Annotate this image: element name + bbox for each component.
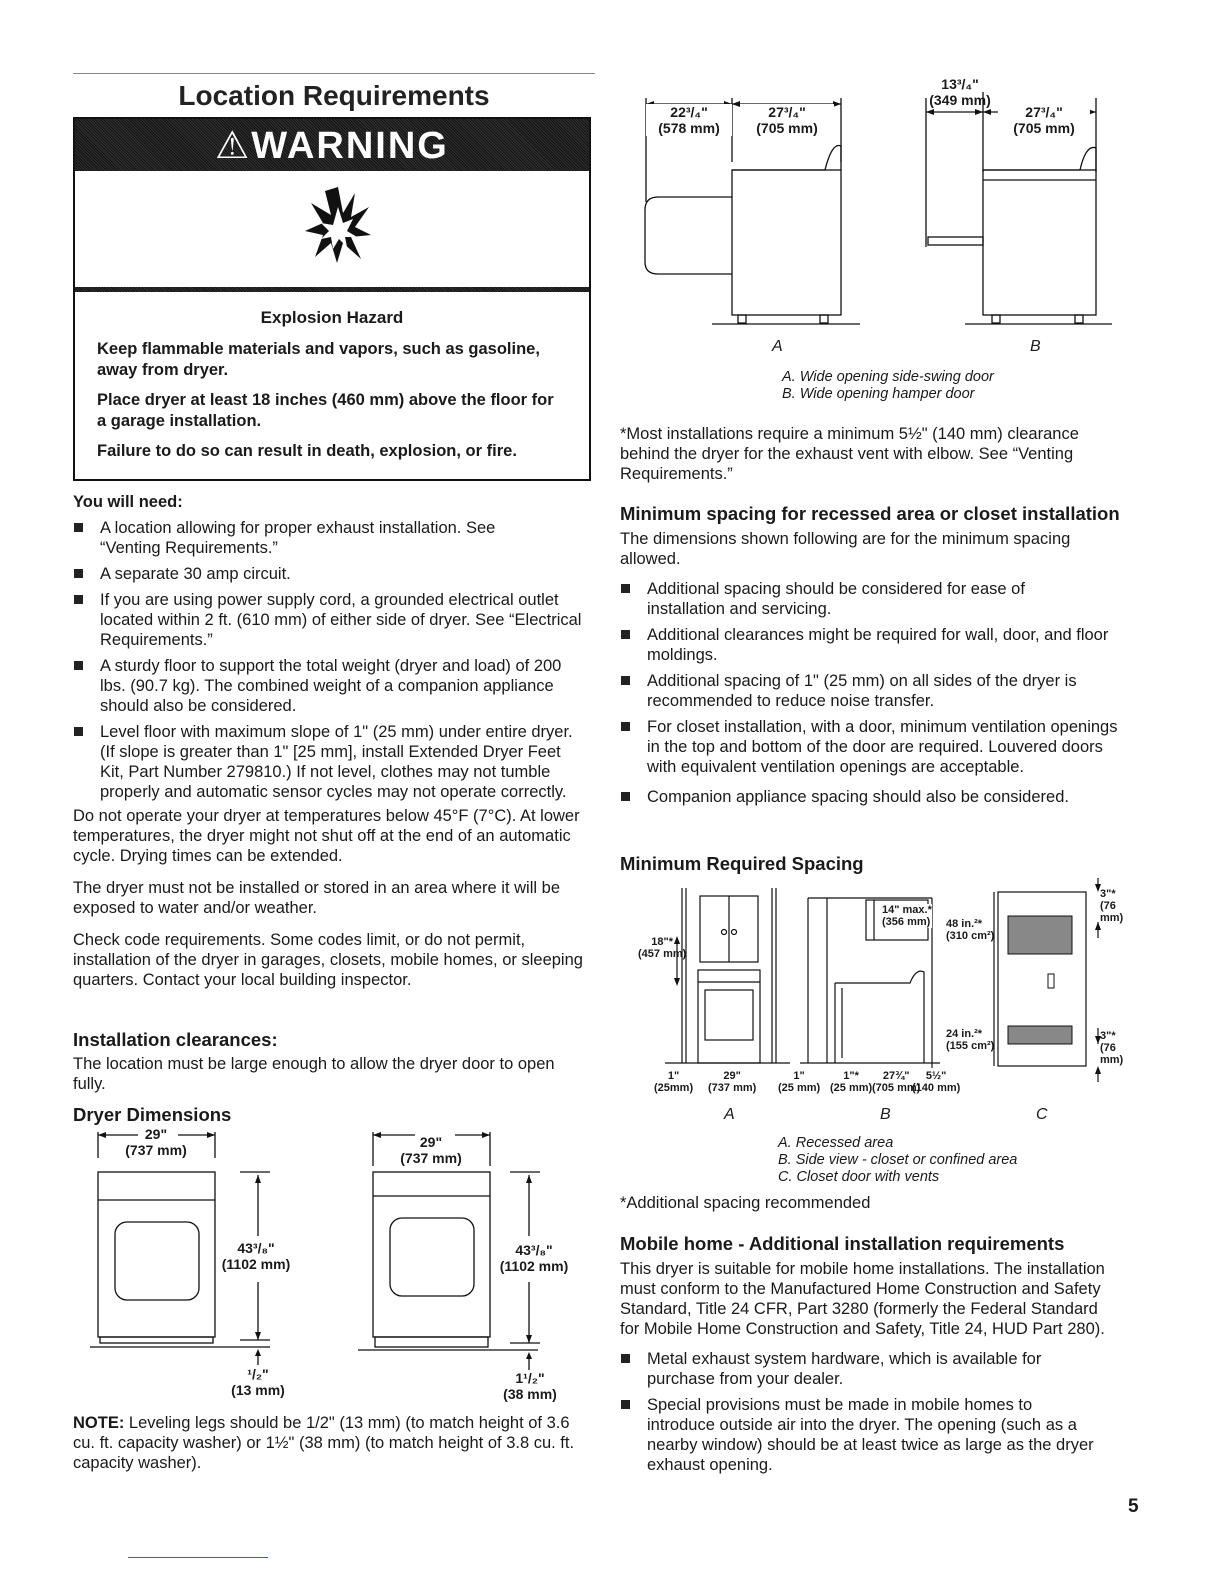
dim-text: 5½" xyxy=(925,1070,947,1082)
dim-a-left xyxy=(646,104,732,136)
warning-line-2: Place dryer at least 18 inches (460 mm) above the floor for a garage installation. xyxy=(97,391,554,430)
dim-text: 14" max.* xyxy=(882,904,932,916)
dim-text: 29" xyxy=(144,1126,168,1142)
label-bottom-1 xyxy=(654,1070,693,1094)
section-title: Location Requirements xyxy=(178,80,490,111)
installation-clearances-text: The location must be large enough to allow the dryer door to open fully. xyxy=(73,1055,555,1093)
list-item: Special provisions must be made in mobile homes to introduce outside air into the dryer. The opening (such as a nearby window) should be at least twice as large as the dryer exhaust opening. xyxy=(620,1395,1130,1475)
you-will-need-heading: You will need: xyxy=(73,493,183,511)
dim-text: 3"* xyxy=(1100,1030,1116,1042)
dryer-note xyxy=(73,1413,588,1473)
dim-text: 27³/₄" xyxy=(1025,104,1063,120)
warning-line-1: Keep flammable materials and vapors, such as gasoline, away from dryer. xyxy=(97,340,540,379)
dryer-dimensions-diagram xyxy=(80,1126,590,1405)
dim-text: ¹/₂" xyxy=(247,1366,269,1382)
dim-b-right xyxy=(998,104,1090,136)
list-item: Companion appliance spacing should also be considered. xyxy=(620,787,1130,807)
dim-text: (1102 mm) xyxy=(221,1256,291,1272)
dim-left-leg xyxy=(220,1366,296,1398)
warning-line-3: Failure to do so can result in death, explosion, or fire. xyxy=(97,442,517,460)
label-b: B xyxy=(1030,338,1041,355)
installation-clearances-heading: Installation clearances: xyxy=(73,1029,278,1050)
dim-text: 43³/₈" xyxy=(237,1240,275,1256)
dim-b-top xyxy=(920,76,1000,108)
note-label: NOTE: xyxy=(73,1414,125,1432)
dim-text: 29" xyxy=(723,1070,741,1082)
label-a18 xyxy=(638,936,686,960)
list-item: Level floor with maximum slope of 1" (25 mm) under entire dryer. (If slope is greater than 1" [25 mm], install Extended Dryer Feet Kit, Part Number 279810.) If not level, clothes may not tumble properly and automatic sensor cycles may not operate correctly. xyxy=(73,722,588,802)
dim-text: (76 mm) xyxy=(1100,1042,1124,1066)
label-a: A xyxy=(772,338,783,355)
bottom-rule xyxy=(128,1557,268,1558)
paragraph: The dryer must not be installed or stored in an area where it will be exposed to water and/or weather. xyxy=(73,879,560,917)
list-item: A sturdy floor to support the total weight (dryer and load) of 200 lbs. (90.7 kg). The combined weight of a companion appliance should also be considered. xyxy=(73,656,588,716)
dim-text: (155 cm²) xyxy=(946,1040,995,1052)
page-number: 5 xyxy=(1128,1496,1139,1517)
mobile-home-text: This dryer is suitable for mobile home installations. The installation must conform to the Manufactured Home Construction and Safety Standard, Title 24 CFR, Part 3280 (formerly the Federal Standard for Mobile Home Construction and Safety, Title 24, HUD Part 280). xyxy=(620,1260,1105,1338)
minimum-spacing-list xyxy=(620,579,1130,807)
spacing-footnote: *Additional spacing recommended xyxy=(620,1194,871,1212)
dim-text: 27¾" xyxy=(882,1070,910,1082)
explosion-icon xyxy=(303,185,373,265)
list-item: A separate 30 amp circuit. xyxy=(73,564,588,584)
door-caption-b: B. Wide opening hamper door xyxy=(782,386,975,402)
list-item: A location allowing for proper exhaust installation. See “Venting Requirements.” xyxy=(73,518,588,558)
label-b24 xyxy=(946,1028,994,1052)
dim-left-height xyxy=(212,1240,300,1272)
dim-text: (25 mm) xyxy=(830,1082,873,1094)
label-c3-bottom xyxy=(1100,1030,1140,1066)
dim-text: (705 mm) xyxy=(756,120,818,136)
spacing-caption-c: C. Closet door with vents xyxy=(778,1169,940,1185)
dim-text: (705 mm) xyxy=(872,1082,921,1094)
dim-text: (457 mm) xyxy=(638,948,687,960)
dim-text: 27³/₄" xyxy=(768,104,806,120)
label-b48 xyxy=(946,918,994,942)
dim-left-width xyxy=(120,1126,192,1158)
dim-text: (13 mm) xyxy=(231,1382,285,1398)
dim-text: 18"* xyxy=(651,936,674,948)
dim-text: 1" xyxy=(667,1070,680,1082)
warning-box xyxy=(73,117,591,481)
dim-text: 22³/₄" xyxy=(670,104,708,120)
label-bottom-1c xyxy=(830,1070,872,1094)
dim-text: 13³/₄" xyxy=(941,76,979,92)
required-spacing-heading: Minimum Required Spacing xyxy=(620,853,864,874)
dim-text: (140 mm) xyxy=(912,1082,961,1094)
dim-text: (349 mm) xyxy=(929,92,991,108)
dim-text: (705 mm) xyxy=(1013,120,1075,136)
dim-text: 29" xyxy=(419,1134,443,1150)
dim-text: (25mm) xyxy=(654,1082,694,1094)
door-caption-a: A. Wide opening side-swing door xyxy=(782,369,994,385)
label-b: B xyxy=(880,1106,891,1123)
label-bottom-1b xyxy=(778,1070,820,1094)
label-c3-top xyxy=(1100,888,1140,924)
list-item: If you are using power supply cord, a grounded electrical outlet located within 2 ft. (610 mm) of either side of dryer. See “Electrical Requirements.” xyxy=(73,590,588,650)
mobile-home-list xyxy=(620,1349,1130,1475)
warning-header xyxy=(75,119,589,171)
dim-text: 43³/₈" xyxy=(515,1242,553,1258)
dim-text: (737 mm) xyxy=(400,1150,462,1166)
top-rule xyxy=(73,73,595,74)
mobile-home-heading: Mobile home - Additional installation requirements xyxy=(620,1233,1065,1254)
dim-text: 3"* xyxy=(1100,888,1116,900)
dim-text: (737 mm) xyxy=(708,1082,757,1094)
door-footnote: *Most installations require a minimum 5½" (140 mm) clearance behind the dryer for the exhaust vent with elbow. See “Venting Requirements.” xyxy=(620,425,1079,483)
warning-divider xyxy=(75,287,589,292)
label-c: C xyxy=(1036,1106,1048,1123)
dim-text: 48 in.²* xyxy=(946,918,983,930)
dim-right-width xyxy=(395,1134,467,1166)
list-item: Additional spacing should be considered for ease of installation and servicing. xyxy=(620,579,1130,619)
paragraph: Check code requirements. Some codes limit, or do not permit, installation of the dryer in garages, closets, mobile homes, or sleeping quarters. Contact your local building inspector. xyxy=(73,931,583,989)
dim-text: (578 mm) xyxy=(658,120,720,136)
list-item: Additional clearances might be required for wall, door, and floor moldings. xyxy=(620,625,1130,665)
dim-right-leg xyxy=(492,1370,568,1402)
minimum-spacing-heading: Minimum spacing for recessed area or closet installation xyxy=(620,503,1120,524)
dryer-dimensions-heading: Dryer Dimensions xyxy=(73,1104,232,1125)
warning-header-text: ⚠WARNING xyxy=(215,124,449,167)
list-item: Additional spacing of 1" (25 mm) on all sides of the dryer is recommended to reduce noise transfer. xyxy=(620,671,1130,711)
dim-text: (310 cm²) xyxy=(946,930,995,942)
required-spacing-diagram xyxy=(620,878,1140,1128)
dim-text: 1" xyxy=(793,1070,805,1082)
spacing-caption-b: B. Side view - closet or confined area xyxy=(778,1152,1018,1168)
dim-text: (1102 mm) xyxy=(499,1258,569,1274)
dim-text: 24 in.²* xyxy=(946,1028,983,1040)
spacing-caption-a: A. Recessed area xyxy=(778,1135,894,1151)
dim-text: (737 mm) xyxy=(125,1142,187,1158)
dim-text: 1¹/₂" xyxy=(515,1370,545,1386)
paragraph: Do not operate your dryer at temperatures below 45°F (7°C). At lower temperatures, the dryer might not shut off at the end of an automatic cycle. Drying times can be extended. xyxy=(73,807,580,865)
label-a: A xyxy=(724,1106,735,1123)
list-item: Metal exhaust system hardware, which is available for purchase from your dealer. xyxy=(620,1349,1130,1389)
dim-text: (25 mm) xyxy=(778,1082,821,1094)
note-text: Leveling legs should be 1/2" (13 mm) (to match height of 3.6 cu. ft. capacity washer) or 1½" (38 mm) (to match height of 3.8 cu. ft. capacity washer). xyxy=(73,1414,575,1472)
label-bottom-5 xyxy=(912,1070,960,1094)
door-swing-diagram xyxy=(620,72,1120,362)
dim-right-height xyxy=(490,1242,578,1274)
label-b14 xyxy=(882,904,932,928)
you-will-need-list xyxy=(73,518,588,802)
dim-a-right xyxy=(740,104,834,136)
hazard-title: Explosion Hazard xyxy=(260,308,404,327)
dim-text: (356 mm) xyxy=(882,916,931,928)
list-item: For closet installation, with a door, minimum ventilation openings in the top and bottom of the door are required. Louvered doors with equivalent ventilation openings are acceptable. xyxy=(620,717,1130,777)
minimum-spacing-intro: The dimensions shown following are for the minimum spacing allowed. xyxy=(620,530,1071,568)
label-bottom-29 xyxy=(708,1070,756,1094)
dim-text: (38 mm) xyxy=(503,1386,557,1402)
dim-text: 1"* xyxy=(843,1070,859,1082)
dim-text: (76 mm) xyxy=(1100,900,1124,924)
